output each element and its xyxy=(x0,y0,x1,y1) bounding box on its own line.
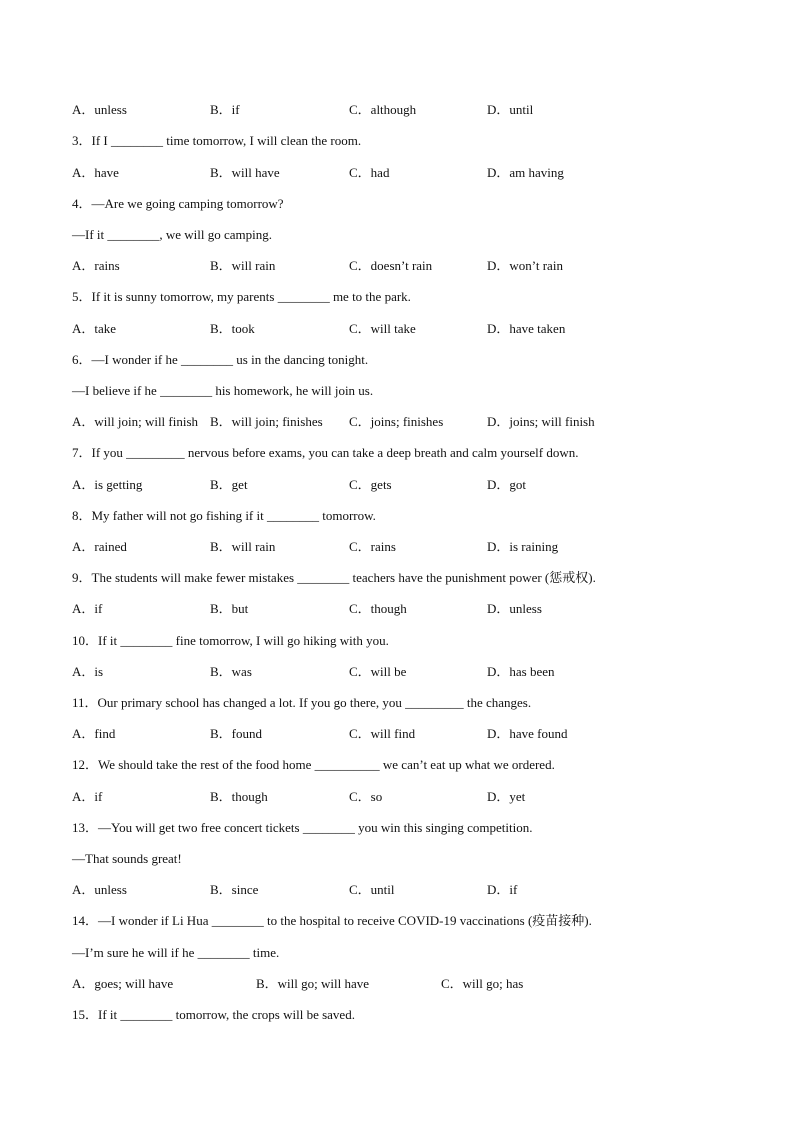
option-a: A．if xyxy=(72,789,103,804)
question-5: 5．If it is sunny tomorrow, my parents ________ me to the park. xyxy=(72,289,411,304)
option-a: A．rains xyxy=(72,258,120,273)
options-row xyxy=(72,726,732,742)
option-b: B．since xyxy=(210,882,259,897)
option-b: B．will rain xyxy=(210,258,276,273)
option-d: D．unless xyxy=(487,601,542,616)
question-12: 12．We should take the rest of the food home __________ we can’t eat up what we ordered. xyxy=(72,757,555,772)
options-row xyxy=(72,539,732,555)
option-c: C．so xyxy=(349,789,383,804)
option-a: A．unless xyxy=(72,882,127,897)
question-13-reply: —That sounds great! xyxy=(72,851,182,866)
question-8: 8．My father will not go fishing if it ________ tomorrow. xyxy=(72,508,376,523)
option-d: D．yet xyxy=(487,789,526,804)
option-d: D．until xyxy=(487,102,534,117)
question-15: 15．If it ________ tomorrow, the crops will be saved. xyxy=(72,1007,355,1022)
option-b: B．but xyxy=(210,601,249,616)
question-3: 3．If I ________ time tomorrow, I will clean the room. xyxy=(72,133,362,148)
option-b: B．get xyxy=(210,477,248,492)
option-c: C．will go; has xyxy=(441,976,524,991)
option-a: A．is xyxy=(72,664,104,679)
question-14: 14．—I wonder if Li Hua ________ to the hospital to receive COVID-19 vaccinations (疫苗接种). xyxy=(72,913,592,928)
option-c: C．until xyxy=(349,882,395,897)
option-d: D．joins; will finish xyxy=(487,414,595,429)
options-row xyxy=(72,102,732,118)
option-c: C．rains xyxy=(349,539,396,554)
options-row xyxy=(72,789,732,805)
options-row xyxy=(72,601,732,617)
options-row xyxy=(72,414,732,430)
option-d: D．won’t rain xyxy=(487,258,563,273)
question-6-reply: —I believe if he ________ his homework, he will join us. xyxy=(72,383,374,398)
question-4: 4．—Are we going camping tomorrow? xyxy=(72,196,284,211)
option-c: C．had xyxy=(349,165,390,180)
option-c: C．gets xyxy=(349,477,392,492)
option-c: C．although xyxy=(349,102,417,117)
option-b: B．will join; finishes xyxy=(210,414,323,429)
options-row xyxy=(72,664,732,680)
option-a: A．take xyxy=(72,321,117,336)
option-c: C．will find xyxy=(349,726,416,741)
option-a: A．goes; will have xyxy=(72,976,174,991)
question-9: 9．The students will make fewer mistakes ________ teachers have the punishment power (惩戒权). xyxy=(72,570,596,585)
option-b: B．will have xyxy=(210,165,280,180)
option-c: C．will be xyxy=(349,664,407,679)
question-11: 11．Our primary school has changed a lot. If you go there, you _________ the changes. xyxy=(72,695,532,710)
option-d: D．have taken xyxy=(487,321,566,336)
option-d: D．am having xyxy=(487,165,564,180)
option-b: B．if xyxy=(210,102,240,117)
option-d: D．is raining xyxy=(487,539,559,554)
option-c: C．will take xyxy=(349,321,416,336)
question-10: 10．If it ________ fine tomorrow, I will go hiking with you. xyxy=(72,633,389,648)
option-b: B．took xyxy=(210,321,255,336)
option-a: A．unless xyxy=(72,102,127,117)
option-b: B．found xyxy=(210,726,263,741)
question-6: 6．—I wonder if he ________ us in the dancing tonight. xyxy=(72,352,369,367)
question-4-reply: —If it ________, we will go camping. xyxy=(72,227,273,242)
option-b: B．though xyxy=(210,789,268,804)
option-c: C．doesn’t rain xyxy=(349,258,433,273)
option-d: D．has been xyxy=(487,664,555,679)
option-b: B．was xyxy=(210,664,252,679)
question-14-reply: —I’m sure he will if he ________ time. xyxy=(72,945,280,960)
option-d: D．have found xyxy=(487,726,568,741)
option-d: D．got xyxy=(487,477,527,492)
option-a: A．rained xyxy=(72,539,127,554)
option-a: A．is getting xyxy=(72,477,143,492)
option-a: A．have xyxy=(72,165,119,180)
option-b: B．will rain xyxy=(210,539,276,554)
option-a: A．find xyxy=(72,726,116,741)
option-c: C．joins; finishes xyxy=(349,414,444,429)
question-7: 7．If you _________ nervous before exams, you can take a deep breath and calm yourself down. xyxy=(72,445,579,460)
options-row xyxy=(72,477,732,493)
option-c: C．though xyxy=(349,601,407,616)
options-row xyxy=(72,976,732,992)
option-a: A．if xyxy=(72,601,103,616)
options-row xyxy=(72,258,732,274)
option-a: A．will join; will finish xyxy=(72,414,199,429)
options-row xyxy=(72,882,732,898)
options-row xyxy=(72,165,732,181)
options-row xyxy=(72,321,732,337)
question-13: 13．—You will get two free concert tickets ________ you win this singing competition. xyxy=(72,820,533,835)
option-d: D．if xyxy=(487,882,518,897)
option-b: B．will go; will have xyxy=(256,976,370,991)
